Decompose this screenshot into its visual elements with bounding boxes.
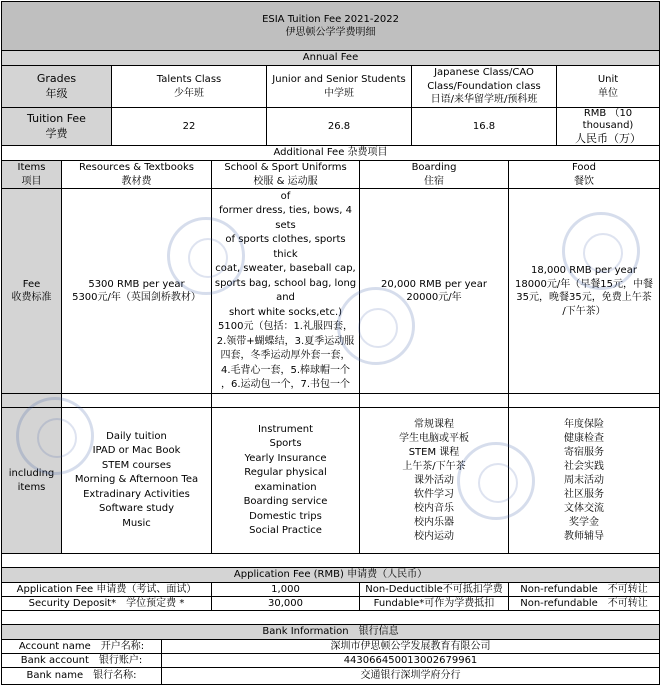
list-item: 上午茶/下午茶 <box>402 460 466 472</box>
items-header-row <box>2 161 659 189</box>
list-item: 年度保险 <box>564 418 604 430</box>
list-item: Sports <box>269 438 302 449</box>
japanese-class-header <box>412 66 557 107</box>
list-item: Daily tuition <box>106 430 167 442</box>
uniforms-line: sports bag, school bag, long and <box>214 277 357 303</box>
list-item: 软件学习 <box>414 488 454 500</box>
resources-header <box>62 161 212 188</box>
additional-fee-header <box>2 146 659 161</box>
japanese-class-en2: Class/Foundation class <box>427 80 541 92</box>
boarding-fee-l2: 20000元/年 <box>406 292 462 303</box>
security-deposit-refund: Non-refundable 不可转让 <box>520 597 648 609</box>
boarding-header-cn: 住宿 <box>424 175 444 187</box>
list-item: Morning & Afternoon Tea <box>74 474 199 486</box>
uniforms-line: former dress, ties, bows, 4 sets <box>219 205 352 231</box>
list-item: 校内运动 <box>414 530 454 542</box>
fee-label-cn: 收费标准 <box>11 292 52 303</box>
list-item: Boarding service <box>243 496 328 507</box>
tuition-label-cell <box>2 108 112 145</box>
list-item: Extradinary Activities <box>83 488 190 500</box>
including-label-cell <box>2 408 62 553</box>
list-item: Regular physical examination <box>244 467 327 493</box>
food-header <box>509 161 659 188</box>
food-header-en: Food <box>572 162 596 173</box>
uniforms-header-cn: 校服 & 运动服 <box>253 175 318 187</box>
bank-name-label: Bank name 银行名称: <box>26 670 137 682</box>
grades-label-en: Grades <box>36 71 77 85</box>
list-item: 健康检查 <box>564 432 604 444</box>
tuition-japanese-value <box>412 108 557 145</box>
title-cn: 伊思顿公学学费明细 <box>285 27 376 38</box>
fee-label-cell <box>2 189 62 393</box>
items-label-cell <box>2 161 62 188</box>
list-item: Yearly Insurance <box>244 452 327 464</box>
including-row <box>2 408 659 554</box>
items-label-cn: 项目 <box>21 175 42 187</box>
title-en: ESIA Tuition Fee 2021-2022 <box>262 13 399 25</box>
list-item: 寄宿服务 <box>564 446 604 458</box>
uniforms-line: 2.领带+蝴蝶结，3.夏季运动服 <box>216 335 355 347</box>
including-col-2 <box>212 408 360 553</box>
title-cell <box>2 2 659 50</box>
tuition-talents-value <box>112 108 267 145</box>
japanese-class-cn: 日语/来华留学班/预科班 <box>430 94 538 106</box>
food-header-cn: 餐饮 <box>574 175 594 187</box>
including-col-3 <box>360 408 509 553</box>
grades-label-cn: 年级 <box>45 86 68 100</box>
list-item: Instrument <box>257 423 314 435</box>
boarding-fee-cell <box>360 189 509 393</box>
application-fee-amount: 1,000 <box>271 583 300 595</box>
unit-value-l1: RMB （10 <box>583 108 633 119</box>
blank-row <box>2 554 659 568</box>
boarding-header <box>360 161 509 188</box>
junior-senior-header <box>267 66 412 107</box>
table-row <box>2 668 659 684</box>
list-item: 奖学金 <box>569 516 599 528</box>
list-item: IPAD or Mac Book <box>92 445 181 457</box>
uniforms-line <box>251 393 321 394</box>
additional-fee-header-text: Additional Fee 杂费项目 <box>273 147 388 159</box>
including-col-1 <box>62 408 212 553</box>
tuition-label-cn: 学费 <box>45 126 68 140</box>
list-item: STEM courses <box>101 459 172 471</box>
unit-value-l2: thousand) <box>582 119 634 131</box>
uniforms-line: of sports clothes, sports thick <box>225 234 346 260</box>
application-fee-label: Application Fee 申请费（考试、面试） <box>16 583 197 595</box>
list-item: Software study <box>99 503 174 515</box>
tuition-japanese-text: 16.8 <box>472 120 496 132</box>
tuition-label-en: Tuition Fee <box>27 111 86 125</box>
list-item: Domestic trips <box>249 510 322 522</box>
resources-header-en: Resources & Textbooks <box>78 162 195 173</box>
boarding-fee-l1: 20,000 RMB per year <box>381 278 487 290</box>
list-item: 课外活动 <box>414 474 454 486</box>
bank-account-label: Bank account 银行账户: <box>20 654 143 666</box>
annual-fee-header <box>2 51 659 66</box>
fee-sheet <box>1 1 660 685</box>
table-row <box>2 583 659 597</box>
talents-class-en: Talents Class <box>156 74 222 85</box>
items-label-en: Items <box>17 162 46 173</box>
food-fee-l3: 35元，晚餐35元，免费上午茶 <box>516 292 652 303</box>
list-item: STEM 课程 <box>408 446 460 458</box>
fee-label-en: Fee <box>22 278 41 290</box>
uniforms-line: short white socks,etc.) <box>228 306 343 318</box>
blank-row <box>2 611 659 625</box>
grades-row <box>2 66 659 108</box>
talents-class-cn: 少年班 <box>174 87 204 99</box>
unit-value-l3: 人民币（万） <box>575 131 641 145</box>
application-fee-header <box>2 568 659 583</box>
list-item: 社会实践 <box>564 460 604 472</box>
account-name-value: 深圳市伊思顿公学发展教育有限公司 <box>330 640 491 652</box>
food-fee-cell <box>509 189 659 393</box>
food-fee-l4: /下午茶） <box>562 305 606 317</box>
uniforms-line: of <box>280 190 291 202</box>
unit-header <box>557 66 659 107</box>
bank-info-header <box>2 625 659 640</box>
including-label-l2: items <box>17 481 46 493</box>
resources-fee-cell <box>62 189 212 393</box>
security-deposit-amount: 30,000 <box>268 597 303 609</box>
tuition-junior-value <box>267 108 412 145</box>
talents-class-header <box>112 66 267 107</box>
list-item: Music <box>122 517 151 529</box>
junior-senior-en: Junior and Senior Students <box>272 74 406 85</box>
uniforms-header-en: School & Sport Uniforms <box>224 162 347 173</box>
security-deposit-label: Security Deposit* 学位预定费 * <box>28 597 185 609</box>
account-name-label: Account name 开户名称: <box>18 640 145 652</box>
list-item: 周末活动 <box>564 474 604 486</box>
including-col-4 <box>509 408 659 553</box>
security-deposit-note: Fundable*可作为学费抵扣 <box>373 597 495 609</box>
application-fee-refund: Non-refundable 不可转让 <box>520 583 648 595</box>
food-fee-l1: 18,000 RMB per year <box>531 265 637 276</box>
uniforms-line: 5100元（包括：1.礼服四套， <box>218 321 353 332</box>
grades-label-cell <box>2 66 112 107</box>
list-item: 社区服务 <box>564 488 604 500</box>
bank-info-header-text: Bank Information 银行信息 <box>262 626 399 638</box>
table-row <box>2 654 659 668</box>
tuition-talents-text: 22 <box>182 120 196 132</box>
food-fee-l2: 18000元/年（早餐15元，中餐 <box>515 278 653 290</box>
application-fee-header-text: Application Fee (RMB) 申请费（人民币） <box>233 569 428 581</box>
spacer-row <box>2 394 659 408</box>
bank-account-value: 443066450013002679961 <box>343 654 478 666</box>
list-item: 校内乐器 <box>414 516 454 528</box>
junior-senior-cn: 中学班 <box>324 87 354 99</box>
uniforms-line: coat, sweater, baseball cap, <box>215 263 356 274</box>
table-row <box>2 640 659 654</box>
tuition-row <box>2 108 659 146</box>
list-item: 校内音乐 <box>414 502 454 514</box>
list-item: 常规课程 <box>414 418 454 430</box>
application-fee-note: Non-Deductible不可抵扣学费 <box>365 583 503 595</box>
title-row <box>2 2 659 51</box>
uniforms-fee-cell <box>212 189 360 393</box>
uniforms-line: 四套，冬季运动厚外套一套， <box>220 350 351 361</box>
annual-fee-header-text: Annual Fee <box>302 52 359 64</box>
uniforms-header <box>212 161 360 188</box>
bank-name-value: 交通银行深圳学府分行 <box>360 670 461 682</box>
uniforms-line: ，6.运动包一个，7.书包一个 <box>220 379 351 390</box>
boarding-header-en: Boarding <box>411 162 457 173</box>
list-item: Social Practice <box>249 525 322 536</box>
table-row <box>2 597 659 611</box>
fee-row <box>2 189 659 394</box>
resources-fee-l2: 5300元/年（英国剑桥教材） <box>72 292 201 303</box>
resources-fee-l1: 5300 RMB per year <box>88 278 185 290</box>
japanese-class-en: Japanese Class/CAO <box>434 67 534 79</box>
resources-header-cn: 教材费 <box>121 175 152 187</box>
list-item: 学生电脑或平板 <box>399 432 469 444</box>
uniforms-line: 4.毛背心一套，5.棒球帽一个 <box>220 364 351 376</box>
including-label-l1: including <box>8 468 55 479</box>
unit-value-cell <box>557 108 659 145</box>
list-item: 教师辅导 <box>564 530 604 542</box>
unit-label-en: Unit <box>597 74 619 85</box>
unit-label-cn: 单位 <box>598 87 618 99</box>
tuition-junior-text: 26.8 <box>327 120 351 132</box>
list-item: 文体交流 <box>564 502 604 514</box>
